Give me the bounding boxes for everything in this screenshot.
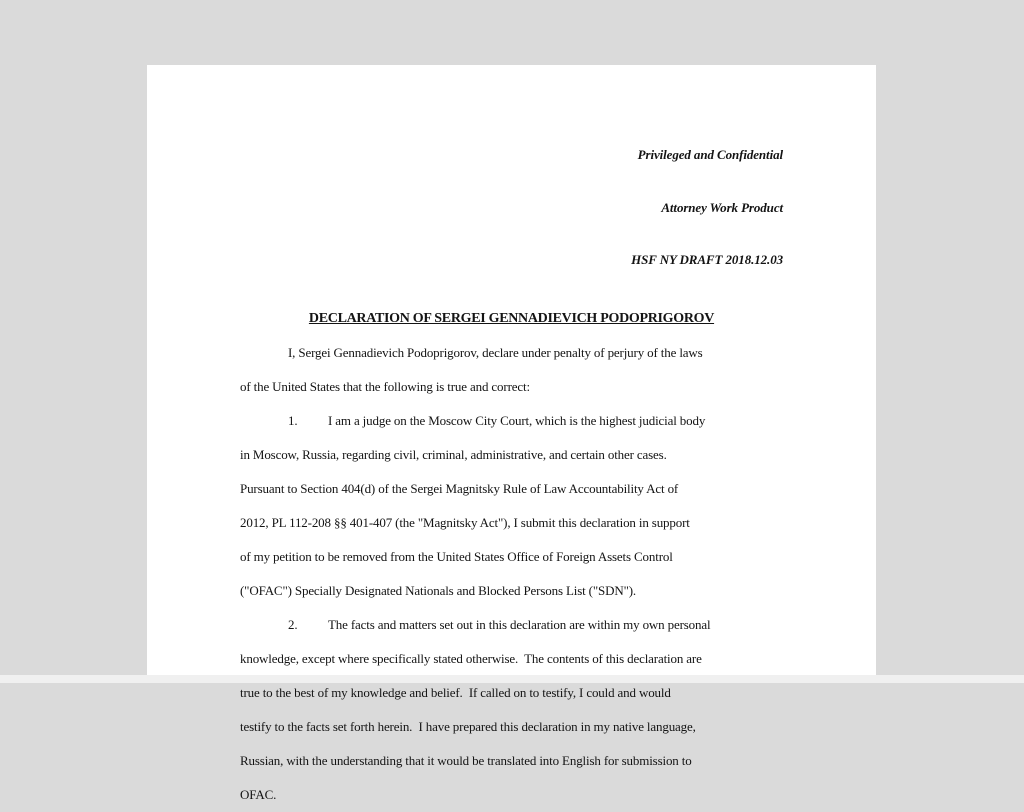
paragraph-2-line-4: Russian, with the understanding that it would be translated into English for submission to bbox=[240, 752, 692, 768]
bottom-strip bbox=[0, 675, 1024, 683]
paragraph-2-line-3: testify to the facts set forth herein. I have prepared this declaration in my native language, bbox=[240, 718, 696, 734]
document-body bbox=[240, 336, 783, 812]
classification-line-privileged: Privileged and Confidential bbox=[637, 147, 783, 162]
paragraph-1-line-1: in Moscow, Russia, regarding civil, criminal, administrative, and certain other cases. bbox=[240, 446, 667, 462]
classification-header bbox=[240, 65, 783, 304]
paragraph-1-line-3: 2012, PL 112-208 §§ 401-407 (the "Magnitsky Act"), I submit this declaration in support bbox=[240, 514, 690, 530]
paragraph-1-line-2: Pursuant to Section 404(d) of the Sergei Magnitsky Rule of Law Accountability Act of bbox=[240, 480, 679, 496]
paragraph-0-line-1: of the United States that the following is true and correct: bbox=[240, 378, 530, 394]
paragraph-2-line-0: 2. The facts and matters set out in this declaration are within my own personal bbox=[240, 608, 783, 642]
paragraph-1-line-0: 1. I am a judge on the Moscow City Court, which is the highest judicial body bbox=[240, 404, 783, 438]
paragraph-number: 1. bbox=[288, 412, 298, 428]
document-page bbox=[147, 65, 876, 802]
paragraph-1-line-5: ("OFAC") Specially Designated Nationals and Blocked Persons List ("SDN"). bbox=[240, 582, 637, 598]
paragraph-1-line-4: of my petition to be removed from the United States Office of Foreign Assets Control bbox=[240, 548, 673, 564]
paragraph-2-line-1: knowledge, except where specifically stated otherwise. The contents of this declaration are bbox=[240, 650, 702, 666]
classification-line-draft-date: HSF NY DRAFT 2018.12.03 bbox=[631, 252, 783, 267]
paragraph-0-line-0: I, Sergei Gennadievich Podoprigorov, declare under penalty of perjury of the laws bbox=[288, 344, 703, 360]
paragraph-2-line-2: true to the best of my knowledge and belief. If called on to testify, I could and would bbox=[240, 684, 671, 700]
classification-line-work-product: Attorney Work Product bbox=[661, 199, 783, 215]
paragraph-2-line-5: OFAC. bbox=[240, 786, 277, 802]
document-title: DECLARATION OF SERGEI GENNADIEVICH PODOPRIGOROV bbox=[308, 310, 715, 326]
paragraph-number: 2. bbox=[288, 616, 298, 632]
